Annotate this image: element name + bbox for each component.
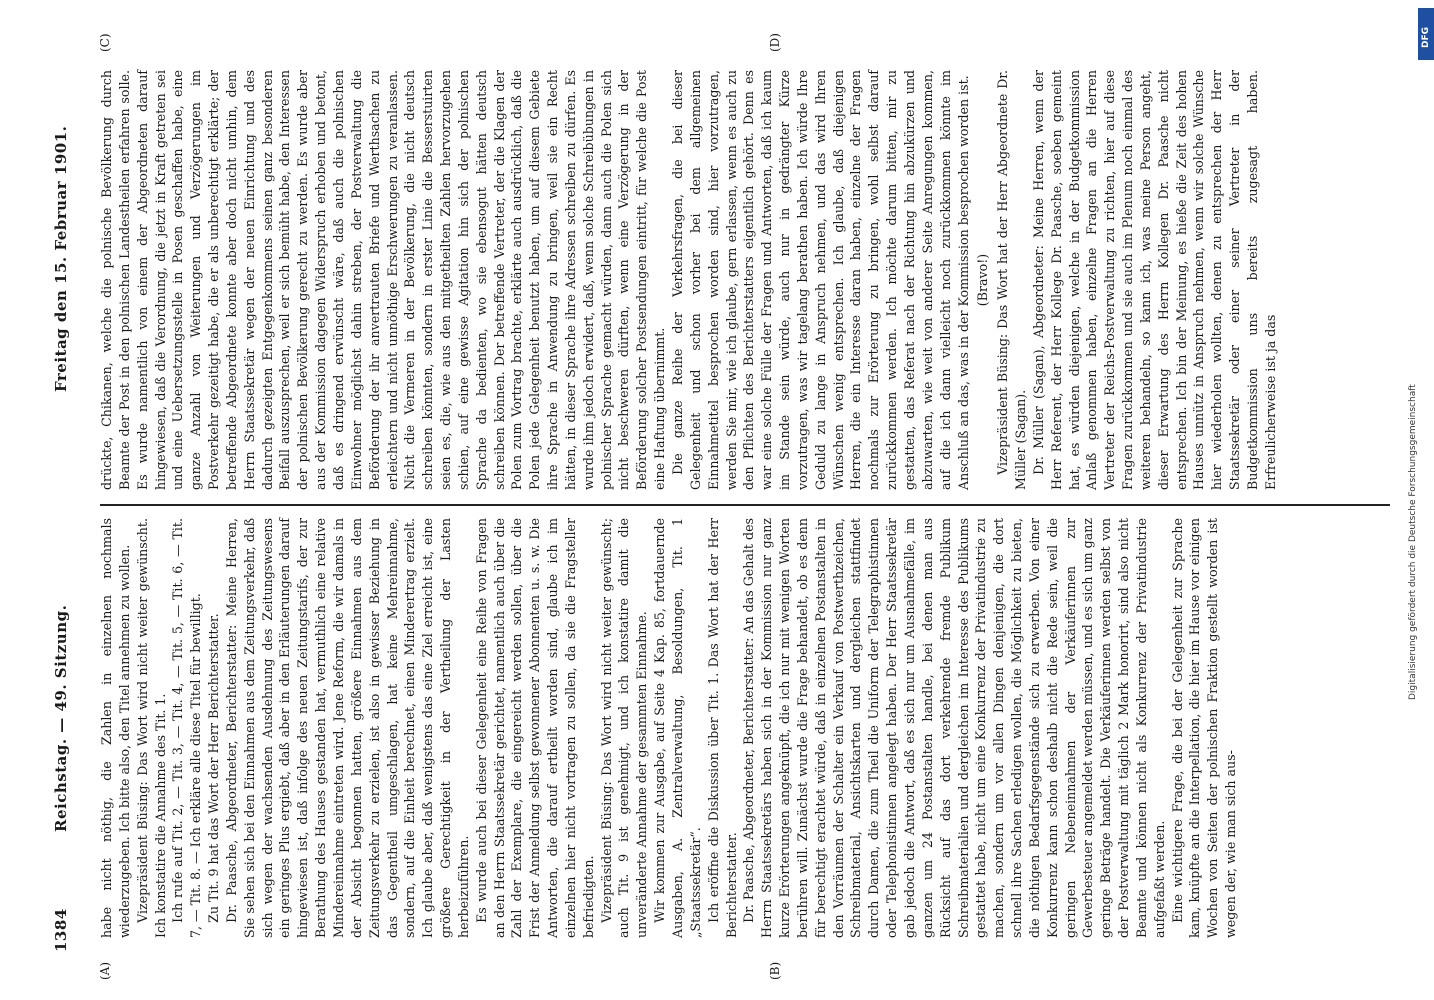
page-header <box>52 52 82 952</box>
column-divider <box>100 504 1390 506</box>
paragraph: habe nicht nöthig, die Zahlen in einzelnen nochmals wiederzugeben. Ich bitte also, den Titel annehmen zu wollen. <box>99 518 132 938</box>
paragraph: Ich eröffne die Diskussion über Tit. 1. Das Wort hat der Herr Berichterstatter. <box>705 518 739 938</box>
paragraph: Wir kommen zur Ausgabe, auf Seite 4 Kap. 85, fortdauernde Ausgaben, A. Zentralverwaltung, Besoldungen, Tit. 1 „Staatssekretär“. <box>652 518 703 938</box>
paragraph: Ich rufe auf Tit. 2, — Tit. 3, — Tit. 4, — Tit. 5, — Tit. 6, — Tit. 7, — Tit. 8. — Ich erkläre alle diese Titel für bewilligt. <box>170 518 204 938</box>
paragraph: Eine wichtigere Frage, die bei der Gelegenheit zur Sprache kam, knüpfte an die Interpellation, die hier im Hause vor einigen Wochen von Seiten der polnischen Fraktion gestellt worden ist wegen der, wie man sich aus- <box>1169 518 1239 938</box>
paragraph: Vizepräsident Büsing: Das Wort hat der Herr Abgeordnete Dr. Müller (Sagan). <box>995 70 1029 490</box>
margin-letter-c: (C) <box>98 33 112 52</box>
margin-letter-a: (A) <box>98 961 112 980</box>
dfg-logo <box>1418 8 1434 60</box>
paragraph: Die ganze Reihe der Verkehrsfragen, die bei dieser Gelegenheit und schon vorher bei dem allgemeinen Einnahmetitel besprochen worden sind, hier vorzutragen, werden Sie mir, wie ich glaube, gern erlassen, wenn es auch zu den Pflichten des Berichterstatters eigentlich gehört. Denn es war eine solche Fülle der Fragen und Antworten, daß ich kaum im Stande sein würde, auch nur in gedrängter Kürze vorzutragen, was wir tagelang berathen haben. Ich würde Ihre Geduld zu lange in Anspruch nehmen, und das wird Ihren Wünschen wenig entsprechen. Ich glaube, daß diejenigen Herren, die ein Interesse daran haben, einzelne der Fragen nochmals zur Erörterung zu bringen, wohl selbst darauf zurückkommen werden. Ich möchte darum bitten, mir zu gestatten, das Referat nach der Richtung hin abzukürzen und abzuwarten, wie weit von anderer Seite Anregungen kommen, auf die ich dann vielleicht noch zurückkommen könnte im Anschluß an das, was in der Kommission besprochen worden ist. <box>670 70 971 490</box>
paragraph: Dr. Paasche, Abgeordneter, Berichterstatter: An das Gehalt des Herrn Staatssekretärs haben sich in der Kommission nur ganz kurze Erörterungen angeknüpft, die ich nur mit wenigen Worten berühren will. Zunächst wurde die Frage behandelt, ob es denn für berechtigt erachtet würde, daß in einzelnen Postanstalten in den Vorräumen der Schalter ein Verkauf von Postwerthzeichen, Schreibmaterial, Ansichtskarten und dergleichen stattfindet durch Damen, die zum Theil die Uniform der Telegraphistinnen oder Telephonistinnen angelegt haben. Der Herr Staatssekretär gab jedoch die Antwort, daß es sich nur um Ausnahmefälle, im ganzen um 24 Postanstalten handle, bei denen man aus Rücksicht auf das dort verkehrende fremde Publikum Schreibmaterialien und dergleichen im Interesse des Publikums gestattet habe, nicht um eine Konkurrenz der Privatindustrie zu machen, sondern um vor allen Dingen denjenigen, die dort schnell ihre Sachen erledigen wollen, die Möglichkeit zu bieten, die nöthigen Bedarfsgegenstände sich zu erwerben. Von einer Konkurrenz kann schon deshalb nicht die Rede sein, weil die geringen Nebeneinnahmen der Verkäuferinnen zur Gewerbesteuer angemeldet werden müssen, und es sich um ganz geringe Beträge handelt. Die Verkäuferinnen werden selbst von der Postverwaltung mit täglich 2 Mark honorirt, sind also nicht Beamte und können nicht als Konkurrenz der Privatindustrie aufgefaßt werden. <box>741 518 1167 938</box>
session-title: Reichstag. — 49. Sitzung. <box>52 604 70 832</box>
dfg-logo-text: DFG <box>1421 26 1431 48</box>
digitization-note: Digitalisierung gefördert durch die Deutsche Forschungsgemeinschaft <box>1408 384 1418 700</box>
paragraph: Vizepräsident Büsing: Das Wort wird nicht weiter gewünscht; auch Tit. 9 ist genehmigt, und ich konstatire damit die unveränderte Annahme der gesammten Einnahme. <box>598 518 650 938</box>
session-date: Freitag den 15. Februar 1901. <box>52 125 70 392</box>
paragraph: Zu Tit. 9 hat das Wort der Herr Berichterstatter. <box>206 613 222 923</box>
paragraph: drückte, Chikanen, welche die polnische Bevölkerung durch Beamte der Post in den polnischen Landestheilen erfahren solle. Es wurde namentlich von einem der Abgeordneten darauf hingewiesen, daß die Verordnung, die jetzt in Kraft getreten sei und eine Uebersetzungsstelle in Posen geschaffen habe, eine ganze Anzahl von Weiterungen und Verzögerungen im Postverkehr gezeitigt habe, die er als unberechtigt erklärte; der betreffende Abgeordnete konnte aber doch nicht umhin, dem Herrn Staatssekretär wegen der neuen Einrichtung und des dadurch gezeigten Entgegenkommens seinen ganz besonderen Beifall auszusprechen, weil er sich bemüht habe, den Interessen der polnischen Bevölkerung gerecht zu werden. Es wurde aber aus der Kommission dagegen Widerspruch erhoben und betont, daß es dringend erwünscht wäre, daß auch die polnischen Einwohner möglichst dahin streben, der Postverwaltung die Beförderung der ihr anvertrauten Briefe und Werthsachen zu erleichtern und nicht unnöthige Erschwerungen zu veranlassen. Nicht die Vermeren in der Bevölkerung, die nicht deutsch schreiben könnten, sondern in erster Linie die Besserstuirten seien es, die, wie aus den mitgetheilten Zahlen hervorzugehen schien, auf eine gewisse Agitation hin sich der polnischen Sprache da bedienten, wo sie ebensogut hätten deutsch schreiben können. Der betreffende Vertreter, der die Klagen der Polen zum Vortrag brachte, erklärte auch ausdrücklich, daß die Polen jede Gelegenheit benutzt haben, um auf diesem Gebiete ihre Sprache in Anwendung zu bringen, weil sie ein Recht hätten, in dieser Sprache ihre Adressen schreiben zu dürfen. Es wurde ihm jedoch erwidert, daß, wenn solche Schreibübungen in polnischer Sprache gemacht würden, dann auch die Polen sich nicht beschweren dürften, wenn eine Verzögerung in der Beförderung solcher Postsendungen eintritt, für welche die Post eine Haftung übernimmt. <box>99 70 668 490</box>
paragraph: Es wurde auch bei dieser Gelegenheit eine Reihe von Fragen an den Herrn Staatssekretär gerichtet, namentlich auch über die Zahl der Exemplare, die eingereicht werden sollen, über die Frist der Anmeldung selbst gewonnener Abonnenten u. s. w. Die Antworten, die darauf ertheilt worden sind, glaube ich im einzelnen hier nicht vortragen zu sollen, da sie die Fragsteller befriedigten. <box>473 518 596 938</box>
margin-letter-b: (B) <box>768 961 782 980</box>
right-text-column <box>98 70 1280 490</box>
paragraph: Dr. Paasche, Abgeordneter, Berichterstatter: Meine Herren, Sie sehen sich bei den Einnahmen aus dem Zeitungsverkehr, daß sich wegen der wachsenden Ausdehnung des Zeitungswesens ein geringes Plus ergiebt, daß aber in den Erläuterungen darauf hingewiesen ist, daß infolge des neuen Zeitungstarifs, der zur Berathung des Hauses gestanden hat, vermuthlich eine relative Mindereinnahme eintreten wird. Jene Reform, die wir damals in der Absicht begonnen hatten, größere Einnahmen aus dem Zeitungsverkehr zu erzielen, ist also in gewisser Beziehung in das Gegentheil umgeschlagen, hat keine Mehreinnahme, sondern, auf die Einheit berechnet, einen Minderertrag erzielt. Ich glaube aber, daß wenigstens das eine Ziel erreicht ist, eine größere Gerechtigkeit in der Vertheilung der Lasten herbeizuführen. <box>223 518 471 938</box>
margin-letter-d: (D) <box>768 33 782 52</box>
paragraph: Vizepräsident Büsing: Das Wort wird nicht weiter gewünscht. Ich konstatire die Annahme des Tit. 1. <box>134 518 168 938</box>
paragraph: (Bravo!) <box>975 253 991 307</box>
page-number: 1384 <box>52 908 70 952</box>
left-text-column <box>98 518 1240 938</box>
paragraph: Dr. Müller (Sagan), Abgeordneter: Meine Herren, wenn der Herr Referent, der Herr Kollege Dr. Paasche, soeben gemeint hat, es würden diejenigen, welche in der Budgetkommission Anlaß genommen haben, einzelne Fragen an die Herren Vertreter der Reichs-Postverwaltung zu richten, hier auf diese Fragen zurückkommen und sie auch im Plenum noch einmal des weiteren behandeln, so kann ich, was meine Person angeht, dieser Erwartung des Herrn Kollegen Dr. Paasche nicht entsprechen. Ich bin der Meinung, es hieße die Zeit des hohen Hauses unnütz in Anspruch nehmen, wenn wir solche Wünsche hier wiederholen wollten, denen zu entsprechen der Herr Staatssekretär oder einer seiner Vertreter in der Budgetkommission uns bereits zugesagt haben. Erfreulicherweise ist ja das <box>1030 70 1278 490</box>
